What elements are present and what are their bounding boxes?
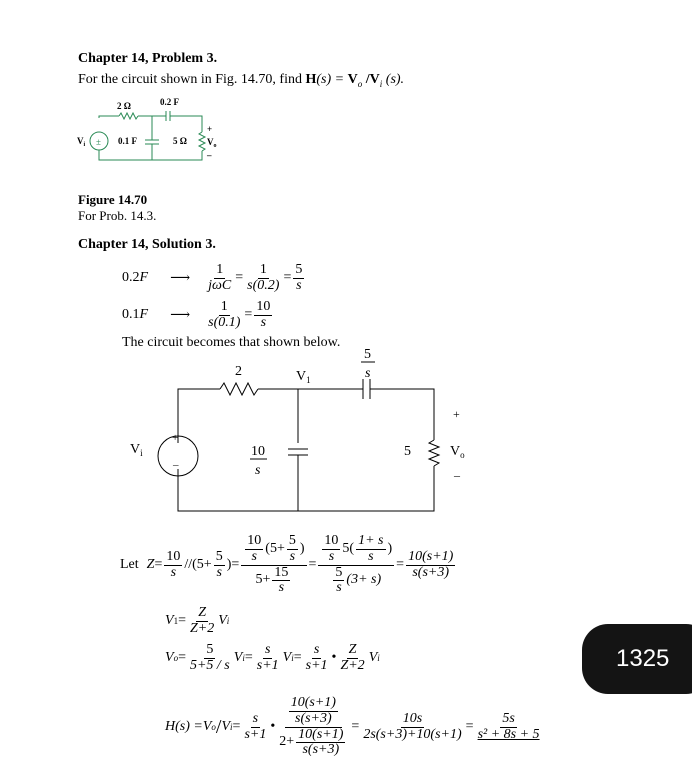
fig1-plus: +: [207, 124, 213, 134]
circuit-becomes-text: The circuit becomes that shown below.: [122, 335, 341, 350]
fig1-minus: –: [207, 150, 212, 160]
fig2-c-den: s: [255, 463, 261, 478]
fig1-label-r5: 5 Ω: [173, 136, 187, 146]
fig1-label-vi: $V_i$: [77, 136, 86, 148]
fig2-source-minus: –: [173, 459, 179, 471]
fig2-minus: –: [454, 468, 460, 482]
fig2-label-v1: $V_1$: [296, 369, 311, 385]
fig2-cap-num: 5: [364, 347, 371, 362]
eq-vo: V o = $\frac{5}{5+5 / s}$ V i = $\frac{s}{s+1}$ V i = $\frac{s}{s+1}$ • $\frac{Z}{Z+2}$ V i: [165, 641, 380, 673]
eq-cap-01: 0.1 F ⟶ $\frac{1}{s(0.1)}$ = $\frac{10}{s}$: [122, 298, 271, 330]
solution-heading: Chapter 14, Solution 3.: [78, 237, 216, 252]
fig1-label-c02: 0.2 F: [160, 97, 179, 107]
fig1-label-vo: $V_o$: [207, 137, 217, 149]
figure-14-70-circuit: [74, 94, 224, 164]
fig2-label-r5: 5: [404, 444, 411, 459]
problem-prompt: For the circuit shown in Fig. 14.70, find $H(s) = V_o$ $/V_i$ (s).: [78, 72, 405, 89]
eq-v1: V 1 = $\frac{Z}{Z+2}$ V i: [165, 604, 230, 636]
fig2-label-r: 2: [235, 364, 242, 379]
eq-let-z: Let Z = $\frac{10}{s}$ //(5+ $\frac{5}{s}$ ) = $\frac{10}{s}$ (5+ $\frac{5}{s}$ ) 5+ $\frac{15}{s}$ = $\frac{10}{s}$ 5 ( $\frac{1+ s}{s}$ ) $\frac{5}{s}$ (3+ s) = $\frac{10(s+1)}{s(s+3)}$: [120, 533, 454, 596]
figure-caption-title: Figure 14.70: [78, 192, 148, 207]
fig1-label-c01: 0.1 F: [118, 136, 137, 146]
page-number: 1325: [616, 645, 670, 672]
page-number-badge: [582, 624, 692, 694]
fig2-plus: +: [453, 407, 460, 421]
fig2-label-vo: $V_o$: [450, 444, 465, 460]
fig1-label-r2: 2 Ω: [117, 101, 131, 111]
problem-heading: Chapter 14, Problem 3.: [78, 51, 218, 66]
fig2-source-plus: +: [172, 432, 179, 444]
eq-cap-02: 0.2 F ⟶ $\frac{1}{\text{jωC}}$ = $\frac{1}{s(0.2)}$ = $\frac{5}{s}$: [122, 261, 303, 293]
figure-caption-sub: For Prob. 14.3.: [78, 208, 157, 223]
fig2-cap-den: s: [365, 366, 371, 381]
source-polarity: ±: [96, 137, 101, 147]
fig2-label-vi: $V_i$: [130, 442, 143, 458]
transformed-circuit: [118, 345, 478, 515]
fig2-c-num: 10: [251, 444, 265, 459]
eq-hs: H(s) = V o / V i = $\frac{s}{s+1}$ • $\frac{10(s+1)}{s(s+3)}$ 2+ $\frac{10(s+1)}{s(s+3)}$ = $\frac{10s}{2s(s+3)+10(s+1)}$ = $\frac{5s}{\text{s² + 8s + 5}}$: [165, 695, 540, 758]
